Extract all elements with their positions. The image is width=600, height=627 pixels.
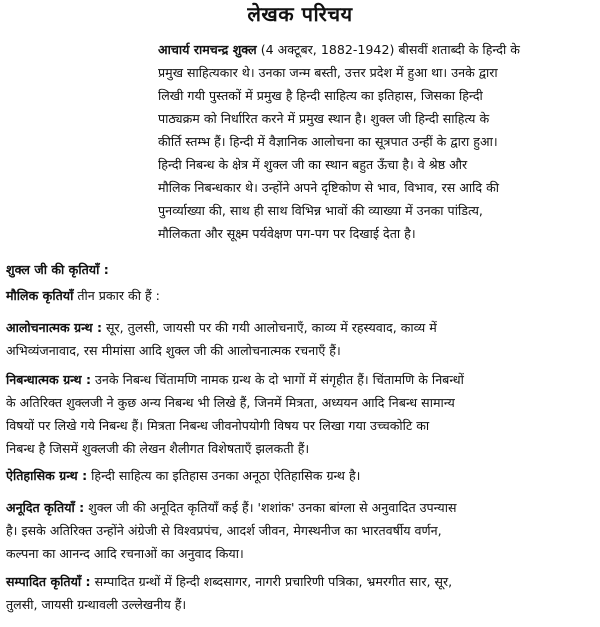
criticism-line: अभिव्यंजनावाद, रस मीमांसा आदि शुक्ल जी की आलोचनात्मक रचनाएँ हैं। bbox=[6, 343, 341, 358]
essays-line: विषयों पर लिखे गये निबन्ध हैं। मित्रता निबन्ध जीवनोपयोगी विषय पर लिखा गया उच्चकोटि का bbox=[6, 418, 430, 433]
author-name: आचार्य रामचन्द्र शुक्ल bbox=[158, 42, 257, 57]
essays-label: निबन्धात्मक ग्रन्थ : bbox=[6, 372, 91, 387]
original-works-line: मौलिक कृतियाँ तीन प्रकार की हैं : bbox=[6, 288, 160, 303]
historical-label: ऐतिहासिक ग्रन्थ : bbox=[6, 468, 88, 483]
edited-label: सम्पादित कृतियाँ : bbox=[6, 574, 91, 589]
edited-line: तुलसी, जायसी ग्रन्थावली उल्लेखनीय हैं। bbox=[6, 597, 187, 612]
intro-paragraph bbox=[6, 38, 594, 245]
intro-line: आचार्य रामचन्द्र शुक्ल (4 अक्टूबर, 1882-1942) बीसवीं शताब्दी के हिन्दी के bbox=[158, 42, 520, 57]
historical-line: ऐतिहासिक ग्रन्थ : हिन्दी साहित्य का इतिहास उनका अनूठा ऐतिहासिक ग्रन्थ है। bbox=[6, 468, 361, 483]
translated-label: अनूदित कृतियाँ : bbox=[6, 500, 85, 515]
intro-line: मौलिक निबन्धकार थे। उन्होंने अपने दृष्टिकोण से भाव, विभाव, रस आदि की bbox=[158, 180, 500, 195]
original-works-label: मौलिक कृतियाँ bbox=[6, 288, 74, 303]
intro-line: लिखी गयी पुस्तकों में प्रमुख है हिन्दी साहित्य का इतिहास, जिसका हिन्दी bbox=[158, 88, 483, 103]
essays-line: निबन्ध है जिसमें शुक्लजी की लेखन शैलीगत विशेषताएँ झलकती हैं। bbox=[6, 441, 310, 456]
translated-section bbox=[6, 496, 594, 565]
criticism-section bbox=[6, 316, 594, 362]
works-heading: शुक्ल जी की कृतियाँ : bbox=[6, 262, 109, 277]
historical-section bbox=[6, 464, 594, 487]
intro-line: कीर्ति स्तम्भ हैं। हिन्दी में वैज्ञानिक आलोचना का सूत्रपात उन्हीं के द्वारा हुआ। bbox=[158, 134, 498, 149]
criticism-line: आलोचनात्मक ग्रन्थ : सूर, तुलसी, जायसी पर की गयी आलोचनाएँ, काव्य में रहस्यवाद, काव्य में bbox=[6, 320, 437, 335]
works-heading-section bbox=[6, 258, 594, 281]
intro-line: पाठ्यक्रम को निर्धारित करने में प्रमुख स्थान है। शुक्ल जी हिन्दी साहित्य के bbox=[158, 111, 490, 126]
translated-line: अनूदित कृतियाँ : शुक्ल जी की अनूदित कृतियाँ कई हैं। 'शशांक' उनका बांग्ला से अनुवादित उपन्यास bbox=[6, 500, 457, 515]
essays-line: के अतिरिक्त शुक्लजी ने कुछ अन्य निबन्ध भी लिखे हैं, जिनमें मित्रता, अध्ययन आदि निबन्ध सामान्य bbox=[6, 395, 455, 410]
intro-line: पुनर्व्याख्या की, साथ ही साथ विभिन्न भावों की व्याख्या में उनका पांडित्य, bbox=[158, 203, 483, 218]
translated-line: कल्पना का आनन्द आदि रचनाओं का अनुवाद किया। bbox=[6, 546, 244, 561]
page-title: लेखक परिचय bbox=[247, 2, 353, 26]
criticism-label: आलोचनात्मक ग्रन्थ : bbox=[6, 320, 102, 335]
edited-line: सम्पादित कृतियाँ : सम्पादित ग्रन्थों में हिन्दी शब्दसागर, नागरी प्रचारिणी पत्रिका, भ्रमरगीत सार, सूर, bbox=[6, 574, 453, 589]
original-works-section bbox=[6, 284, 594, 307]
essays-section bbox=[6, 368, 594, 460]
intro-last-line: मौलिकता और सूक्ष्म पर्यवेक्षण पग-पग पर दिखाई देता है। bbox=[158, 226, 416, 241]
intro-line: प्रमुख साहित्यकार थे। उनका जन्म बस्ती, उत्तर प्रदेश में हुआ था। उनके द्वारा bbox=[158, 65, 498, 80]
edited-section bbox=[6, 570, 594, 616]
translated-line: है। इसके अतिरिक्त उन्होंने अंग्रेजी से विश्वप्रपंच, आदर्श जीवन, मेगस्थनीज का भारतवर्षीय वर्णन, bbox=[6, 523, 442, 538]
intro-line: हिन्दी निबन्ध के क्षेत्र में शुक्ल जी का स्थान बहुत ऊँचा है। वे श्रेष्ठ और bbox=[158, 157, 468, 172]
essays-line: निबन्धात्मक ग्रन्थ : उनके निबन्ध चिंतामणि नामक ग्रन्थ के दो भागों में संगृहीत हैं। चिंतामणि के निबन्धों bbox=[6, 372, 464, 387]
author-image-space bbox=[6, 38, 158, 244]
